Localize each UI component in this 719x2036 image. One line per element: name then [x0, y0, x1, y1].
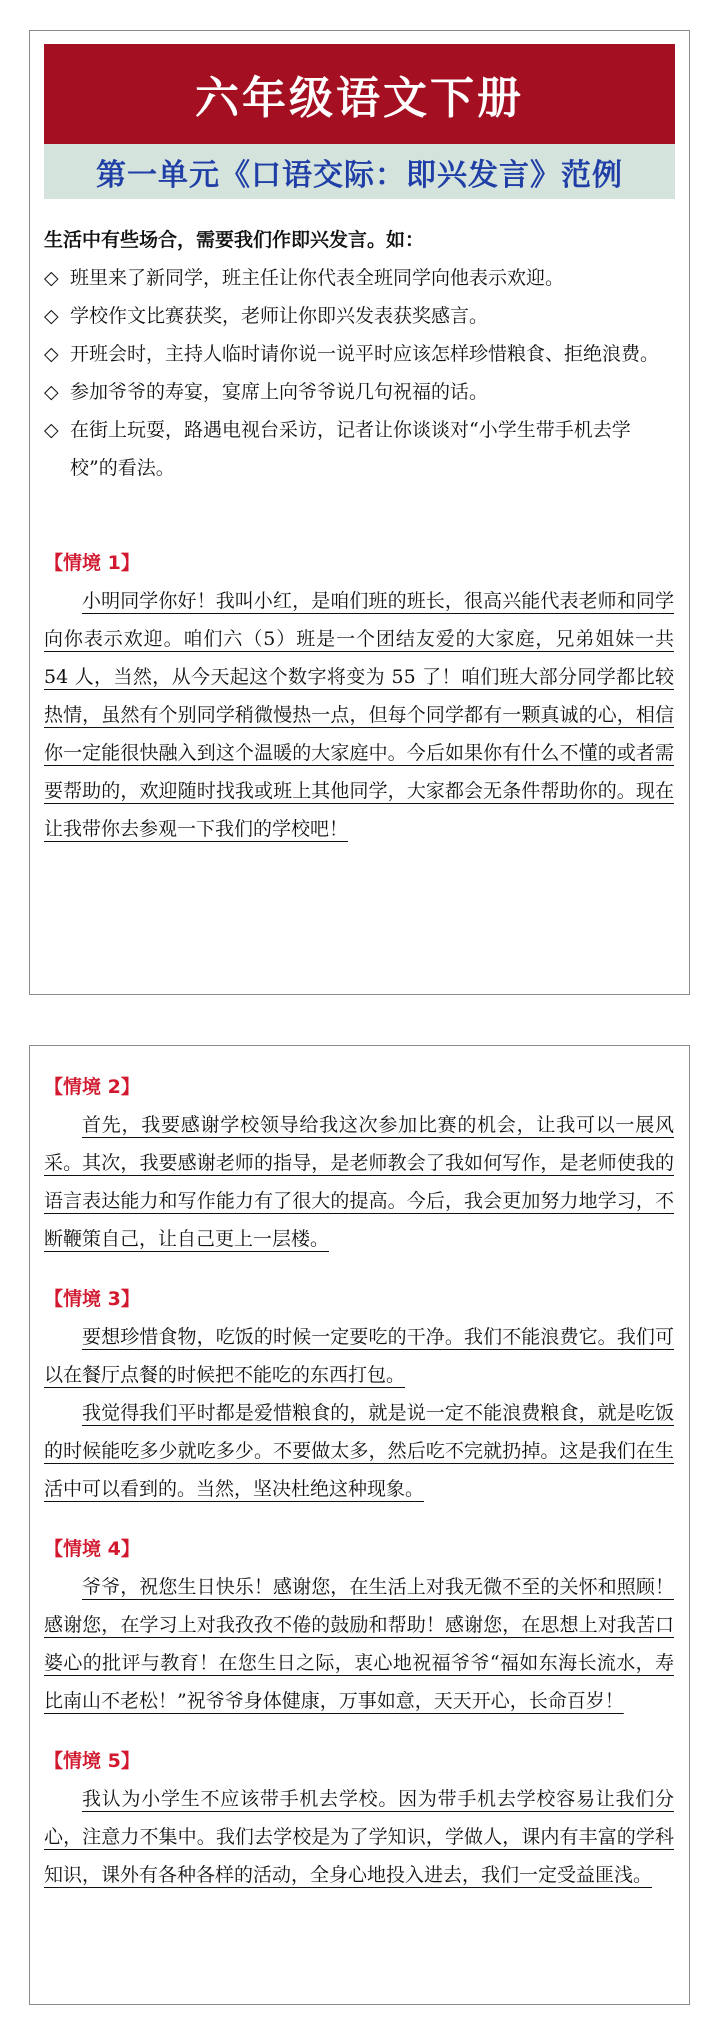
intro-lead: 生活中有些场合，需要我们作即兴发言。如：: [44, 229, 425, 251]
diamond-bullet-icon: ◇: [44, 419, 59, 441]
scene-paragraph: [44, 1394, 674, 1508]
diamond-bullet-icon: ◇: [44, 267, 59, 289]
intro-item: [44, 335, 674, 373]
intro-item-text: 在街上玩耍，路遇电视台采访，记者让你谈谈对“小学生带手机去学校”的看法。: [70, 419, 631, 479]
intro-item: [44, 411, 674, 487]
scene-paragraph-text: 要想珍惜食物，吃饭的时候一定要吃的干净。我们不能浪费它。我们可以在餐厅点餐的时候把不能吃的东西打包。: [44, 1326, 674, 1386]
scene-heading: 【情境 3】: [44, 1288, 140, 1310]
page-title: 六年级语文下册: [44, 44, 675, 144]
scene-paragraph-text: 首先，我要感谢学校领导给我这次参加比赛的机会，让我可以一展风采。其次，我要感谢老师的指导，是老师教会了我如何写作，是老师使我的语言表达能力和写作能力有了很大的提高。今后，我会更加努力地学习，不断鞭策自己，让自己更上一层楼。: [44, 1114, 674, 1250]
scene-paragraph-text: 我觉得我们平时都是爱惜粮食的，就是说一定不能浪费粮食，就是吃饭的时候能吃多少就吃多少。不要做太多，然后吃不完就扔掉。这是我们在生活中可以看到的。当然，坚决杜绝这种现象。: [44, 1402, 674, 1500]
intro-item: [44, 373, 674, 411]
scene-paragraph: [44, 582, 674, 848]
scene-paragraph: [44, 1106, 674, 1258]
intro-item-text: 开班会时，主持人临时请你说一说平时应该怎样珍惜粮食、拒绝浪费。: [70, 343, 660, 365]
intro-section: [44, 221, 674, 487]
diamond-bullet-icon: ◇: [44, 343, 59, 365]
scene-paragraph-text: 爷爷，祝您生日快乐！感谢您，在生活上对我无微不至的关怀和照顾！感谢您，在学习上对我孜孜不倦的鼓励和帮助！感谢您，在思想上对我苦口婆心的批评与教育！在您生日之际，衷心地祝福爷爷“福如东海长流水，寿比南山不老松！”祝爷爷身体健康，万事如意，天天开心，长命百岁！: [44, 1576, 674, 1712]
intro-item-text: 学校作文比赛获奖，老师让你即兴发表获奖感言。: [70, 305, 489, 327]
scenes-continued: [44, 1068, 674, 1894]
page-one: [29, 30, 690, 995]
scene-paragraph: [44, 1318, 674, 1394]
scene-paragraph: [44, 1568, 674, 1720]
scene-heading: 【情境 1】: [44, 552, 140, 574]
intro-item: [44, 297, 674, 335]
page-subtitle: 第一单元《口语交际：即兴发言》范例: [44, 144, 675, 199]
scene-paragraph-text: 我认为小学生不应该带手机去学校。因为带手机去学校容易让我们分心，注意力不集中。我们去学校是为了学知识，学做人，课内有丰富的学科知识，课外有各种各样的活动，全身心地投入进去，我们一定受益匪浅。: [44, 1788, 674, 1886]
scene-1: [44, 544, 674, 848]
scene-paragraph-text: 小明同学你好！我叫小红，是咱们班的班长，很高兴能代表老师和同学向你表示欢迎。咱们六（5）班是一个团结友爱的大家庭，兄弟姐妹一共 54 人，当然，从今天起这个数字将变为 55 了！咱们班大部分同学都比较热情，虽然有个别同学稍微慢热一点，但每个同学都有一颗真诚的心，相信你一定能很快融入到这个温暖的大家庭中。今后如果你有什么不懂的或者需要帮助的，欢迎随时找我或班上其他同学，大家都会无条件帮助你的。现在让我带你去参观一下我们的学校吧！: [44, 590, 674, 840]
scene-paragraph: [44, 1780, 674, 1894]
intro-item-text: 班里来了新同学，班主任让你代表全班同学向他表示欢迎。: [70, 267, 565, 289]
diamond-bullet-icon: ◇: [44, 381, 59, 403]
scene-heading: 【情境 2】: [44, 1076, 140, 1098]
diamond-bullet-icon: ◇: [44, 305, 59, 327]
page-two: [29, 1045, 690, 2005]
intro-item: [44, 259, 674, 297]
scene-heading: 【情境 5】: [44, 1750, 140, 1772]
intro-item-text: 参加爷爷的寿宴，宴席上向爷爷说几句祝福的话。: [70, 381, 489, 403]
scene-heading: 【情境 4】: [44, 1538, 140, 1560]
